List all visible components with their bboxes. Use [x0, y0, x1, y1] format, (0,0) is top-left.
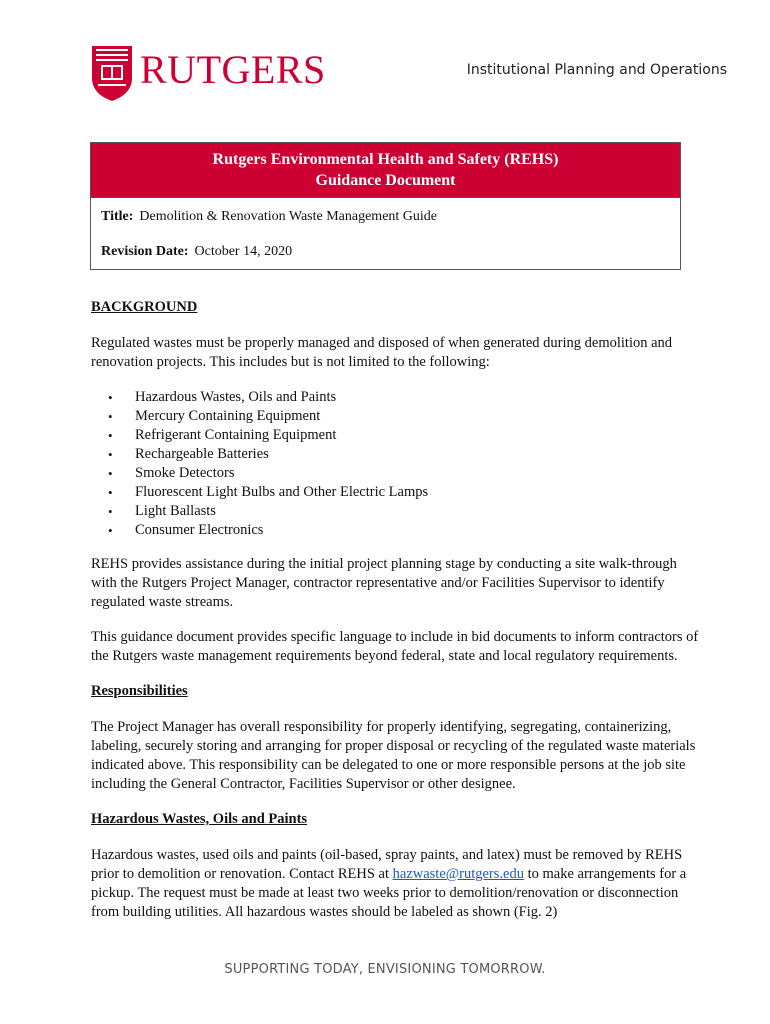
list-item: • Refrigerant Containing Equipment — [135, 426, 701, 445]
footer-tagline: SUPPORTING TODAY, ENVISIONING TOMORROW. — [224, 962, 546, 977]
title-value: Demolition & Renovation Waste Management Guide — [139, 209, 438, 224]
document-title-line2: Guidance Document — [315, 172, 456, 189]
list-item: • Consumer Electronics — [135, 521, 701, 540]
regulated-waste-list — [91, 388, 701, 540]
hazardous-text-before: Hazardous wastes, used oils and paints (oil-based, spray paints, and latex) must be removed by REHS prior to demolition or renovation. Contact REHS at — [91, 847, 683, 882]
hazwaste-email-link[interactable]: hazwaste@rutgers.edu — [392, 866, 524, 882]
list-item: • Light Ballasts — [135, 502, 701, 521]
responsibilities-text: The Project Manager has overall responsibility for properly identifying, segregating, containerizing, labeling, securely storing and arranging for proper disposal or recycling of the regulated waste materials indicated above. This responsibility can be delegated to one or more responsible persons at the job site including the General Contractor, Facilities Supervisor or other designee. — [91, 719, 696, 792]
logo-wordmark: RUTGERS — [140, 47, 326, 92]
title-row — [101, 209, 437, 225]
list-item: • Mercury Containing Equipment — [135, 407, 701, 426]
revision-row — [101, 244, 292, 260]
rutgers-shield-icon — [90, 44, 134, 102]
document-title-banner — [91, 143, 680, 198]
list-item: • Smoke Detectors — [135, 464, 701, 483]
background-intro: Regulated wastes must be properly managed and disposed of when generated during demolition and renovation projects. This includes but is not limited to the following: — [91, 335, 673, 370]
revision-label: Revision Date: — [101, 244, 189, 259]
hazardous-text — [91, 846, 701, 922]
list-item: • Hazardous Wastes, Oils and Paints — [135, 388, 701, 407]
background-paragraph-3: This guidance document provides specific language to include in bid documents to inform contractors of the Rutgers waste management requirements beyond federal, state and local regulatory requirements. — [91, 629, 699, 664]
document-body — [91, 298, 701, 938]
document-title-line1: Rutgers Environmental Health and Safety (REHS) — [212, 151, 559, 168]
hazardous-text-after: to make arrangements for a pickup. The request must be made at least two weeks prior to demolition/renovation or disconnection from building utilities. All hazardous wastes should be labeled as shown (Fig. 2) — [91, 866, 687, 920]
title-label: Title: — [101, 209, 134, 224]
list-item: • Rechargeable Batteries — [135, 445, 701, 464]
revision-value: October 14, 2020 — [194, 244, 293, 259]
background-paragraph-2: REHS provides assistance during the initial project planning stage by conducting a site walk-through with the Rutgers Project Manager, contractor representative and/or Facilities Supervisor to identify regulated waste streams. — [91, 556, 677, 610]
document-info-box — [90, 142, 681, 270]
list-item: • Fluorescent Light Bulbs and Other Electric Lamps — [135, 483, 701, 502]
responsibilities-heading: Responsibilities — [91, 683, 188, 699]
rutgers-logo — [90, 44, 326, 102]
background-heading: BACKGROUND — [91, 299, 198, 315]
department-name: Institutional Planning and Operations — [466, 62, 727, 78]
hazardous-heading: Hazardous Wastes, Oils and Paints — [91, 811, 308, 827]
